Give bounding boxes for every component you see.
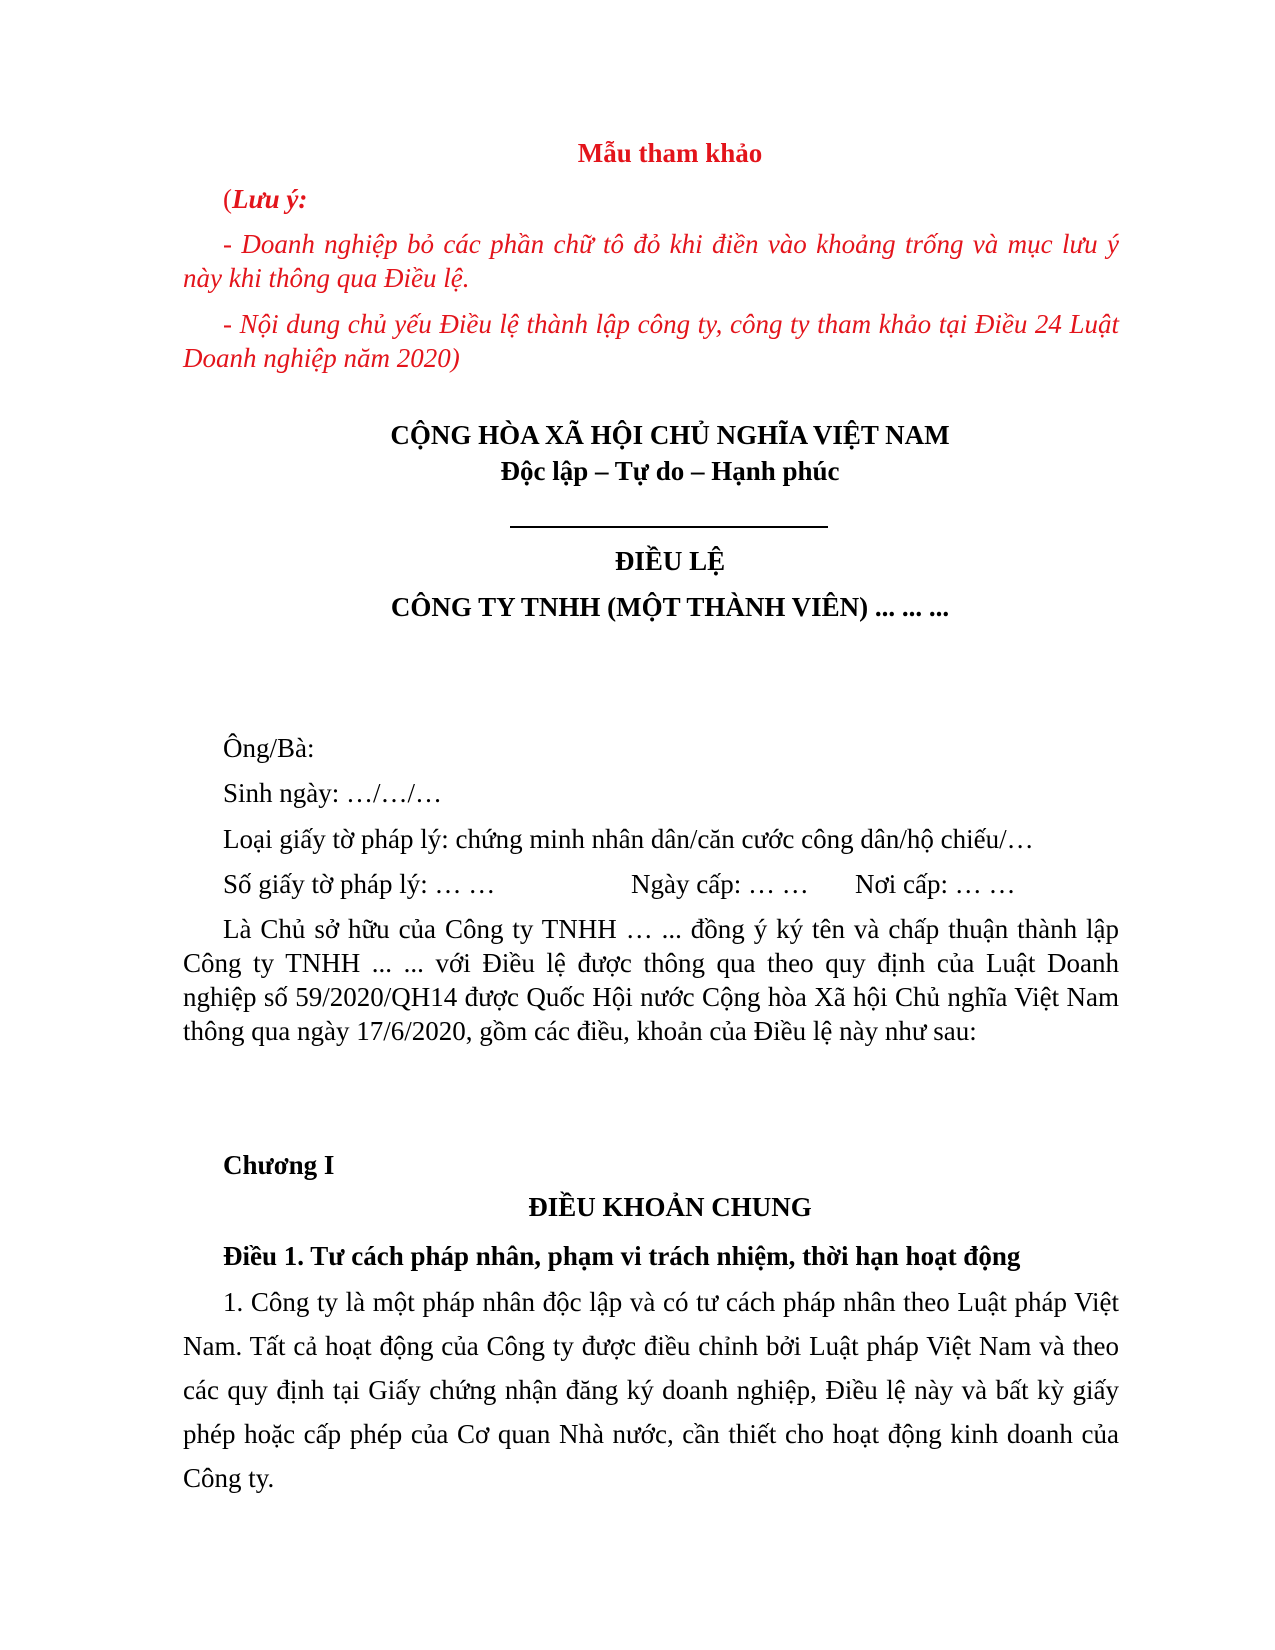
chapter-number: Chương I bbox=[223, 1150, 335, 1180]
note-open-paren: ( bbox=[223, 184, 232, 214]
owner-name-field: Ông/Bà: bbox=[223, 733, 315, 763]
legal-doc-type-field: Loại giấy tờ pháp lý: chứng minh nhân dân/căn cước công dân/hộ chiếu/… bbox=[223, 824, 1034, 854]
owner-paragraph: Là Chủ sở hữu của Công ty TNHH … ... đồng ý ký tên và chấp thuận thành lập Công ty TNHH ... ... với Điều lệ được thông qua theo quy định của Luật Doanh nghiệp số 59/2020/QH14 được Quốc Hội nước Cộng hòa Xã hội Chủ nghĩa Việt Nam thông qua ngày 17/6/2020, gồm các điều, khoản của Điều lệ này như sau: bbox=[183, 914, 1119, 1046]
note-item-1: - Doanh nghiệp bỏ các phần chữ tô đỏ khi điền vào khoảng trống và mục lưu ý này khi thông qua Điều lệ. bbox=[183, 229, 1119, 293]
national-title: CỘNG HÒA XÃ HỘI CHỦ NGHĨA VIỆT NAM bbox=[390, 420, 950, 450]
chapter-title: ĐIỀU KHOẢN CHUNG bbox=[528, 1192, 812, 1222]
note-item-2: - Nội dung chủ yếu Điều lệ thành lập công ty, công ty tham khảo tại Điều 24 Luật Doanh nghiệp năm 2020) bbox=[183, 309, 1119, 373]
motto-underline bbox=[510, 526, 828, 528]
owner-dob-field: Sinh ngày: …/…/… bbox=[223, 778, 443, 808]
issue-place-field: Nơi cấp: … … bbox=[855, 869, 1016, 899]
document-title: ĐIỀU LỆ bbox=[614, 546, 726, 576]
note-label-text: Lưu ý: bbox=[232, 184, 308, 214]
legal-doc-number-field: Số giấy tờ pháp lý: … … bbox=[223, 869, 496, 899]
article-heading: Điều 1. Tư cách pháp nhân, phạm vi trách nhiệm, thời hạn hoạt động bbox=[223, 1241, 1021, 1271]
note-label bbox=[223, 184, 307, 215]
company-title: CÔNG TY TNHH (MỘT THÀNH VIÊN) ... ... ... bbox=[390, 592, 950, 622]
national-motto: Độc lập – Tự do – Hạnh phúc bbox=[500, 456, 840, 486]
article-paragraph: 1. Công ty là một pháp nhân độc lập và có tư cách pháp nhân theo Luật pháp Việt Nam. Tất cả hoạt động của Công ty được điều chỉnh bởi Luật pháp Việt Nam và theo các quy định tại Giấy chứng nhận đăng ký doanh nghiệp, Điều lệ này và bất kỳ giấy phép hoặc cấp phép của Cơ quan Nhà nước, cần thiết cho hoạt động kinh doanh của Công ty. bbox=[183, 1287, 1119, 1493]
sample-title: Mẫu tham khảo bbox=[577, 138, 763, 168]
issue-date-field: Ngày cấp: … … bbox=[631, 869, 809, 899]
